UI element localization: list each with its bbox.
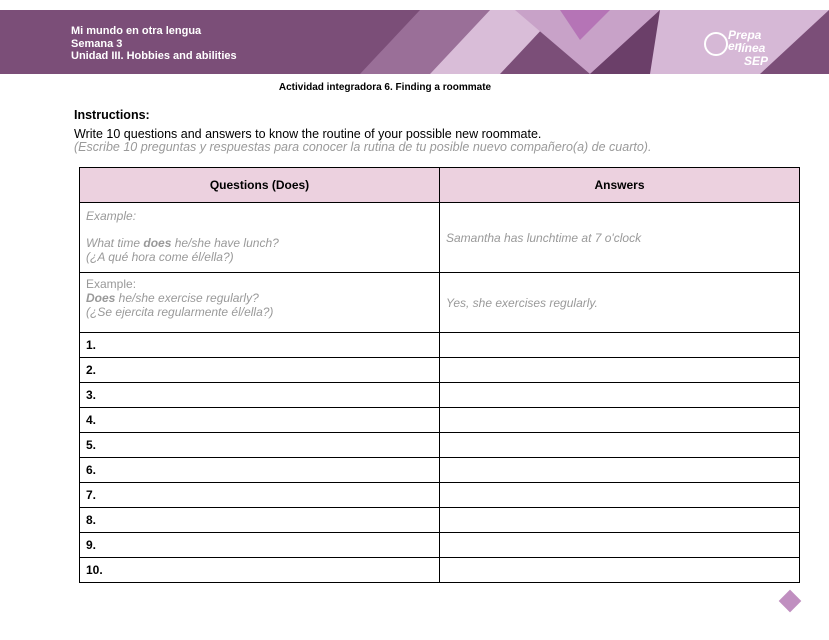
answer-cell[interactable]: [440, 333, 800, 358]
example-question-text-end: he/she have lunch?: [171, 236, 279, 250]
answer-cell[interactable]: [440, 383, 800, 408]
table-row: [80, 483, 800, 508]
header-text: [71, 25, 237, 63]
questions-table: [79, 167, 800, 583]
row-number: 2.: [80, 358, 440, 383]
example-question-bold: does: [143, 236, 172, 250]
example-question-spanish: (¿A qué hora come él/ella?): [86, 250, 234, 264]
page-corner-diamond-icon: [779, 590, 802, 613]
row-number: 8.: [80, 508, 440, 533]
week-label: Semana 3: [71, 37, 123, 50]
example-label: Example:: [86, 209, 137, 223]
row-number: 9.: [80, 533, 440, 558]
table-row: [80, 458, 800, 483]
example-question-text-end: he/she exercise regularly?: [115, 291, 259, 305]
logo-text-2: línea: [738, 41, 766, 55]
answer-cell[interactable]: [440, 408, 800, 433]
example-answer-1: Samantha has lunchtime at 7 o'clock: [440, 203, 800, 273]
row-number: 5.: [80, 433, 440, 458]
answers-header: Answers: [440, 168, 800, 203]
table-row: [80, 408, 800, 433]
table-row: [80, 508, 800, 533]
instructions-text-spanish: (Escribe 10 preguntas y respuestas para conocer la rutina de tu posible nuevo compañero(a) de cuarto).: [74, 140, 652, 154]
table-row: [80, 533, 800, 558]
course-name: Mi mundo en otra lengua: [71, 25, 202, 37]
row-number: 6.: [80, 458, 440, 483]
table-header-row: [80, 168, 800, 203]
instructions-heading: Instructions:: [74, 108, 150, 122]
row-number: 4.: [80, 408, 440, 433]
prepa-en-linea-logo: [700, 22, 770, 74]
answer-cell[interactable]: [440, 358, 800, 383]
example-question-spanish: (¿Se ejercita regularmente él/ella?): [86, 305, 274, 319]
table-row: [80, 333, 800, 358]
questions-header: Questions (Does): [80, 168, 440, 203]
logo-text-1: Prepa en: [728, 28, 762, 53]
example-row-2: [80, 273, 800, 333]
table-row: [80, 558, 800, 583]
example-label: Example:: [86, 277, 137, 291]
answer-cell[interactable]: [440, 533, 800, 558]
example-question-bold: Does: [86, 291, 116, 305]
unit-label: Unidad III. Hobbies and abilities: [71, 50, 237, 62]
answer-cell[interactable]: [440, 433, 800, 458]
instructions-text: Write 10 questions and answers to know the routine of your possible new roommate.: [74, 127, 542, 141]
table-row: [80, 433, 800, 458]
table-row: [80, 383, 800, 408]
table-row: [80, 358, 800, 383]
logo-circle-icon: [704, 32, 728, 56]
answer-cell[interactable]: [440, 508, 800, 533]
header-banner: [0, 10, 829, 74]
row-number: 1.: [80, 333, 440, 358]
answer-cell[interactable]: [440, 483, 800, 508]
row-number: 10.: [80, 558, 440, 583]
example-question-2: [80, 273, 440, 333]
answer-cell[interactable]: [440, 458, 800, 483]
logo-text-3: SEP: [744, 54, 769, 68]
activity-title: Actividad integradora 6. Finding a roommate: [278, 82, 492, 93]
answer-cell[interactable]: [440, 558, 800, 583]
row-number: 7.: [80, 483, 440, 508]
example-row-1: [80, 203, 800, 273]
example-question-text: What time: [86, 236, 144, 250]
example-question-1: [80, 203, 440, 273]
example-answer-2: Yes, she exercises regularly.: [440, 273, 800, 333]
row-number: 3.: [80, 383, 440, 408]
